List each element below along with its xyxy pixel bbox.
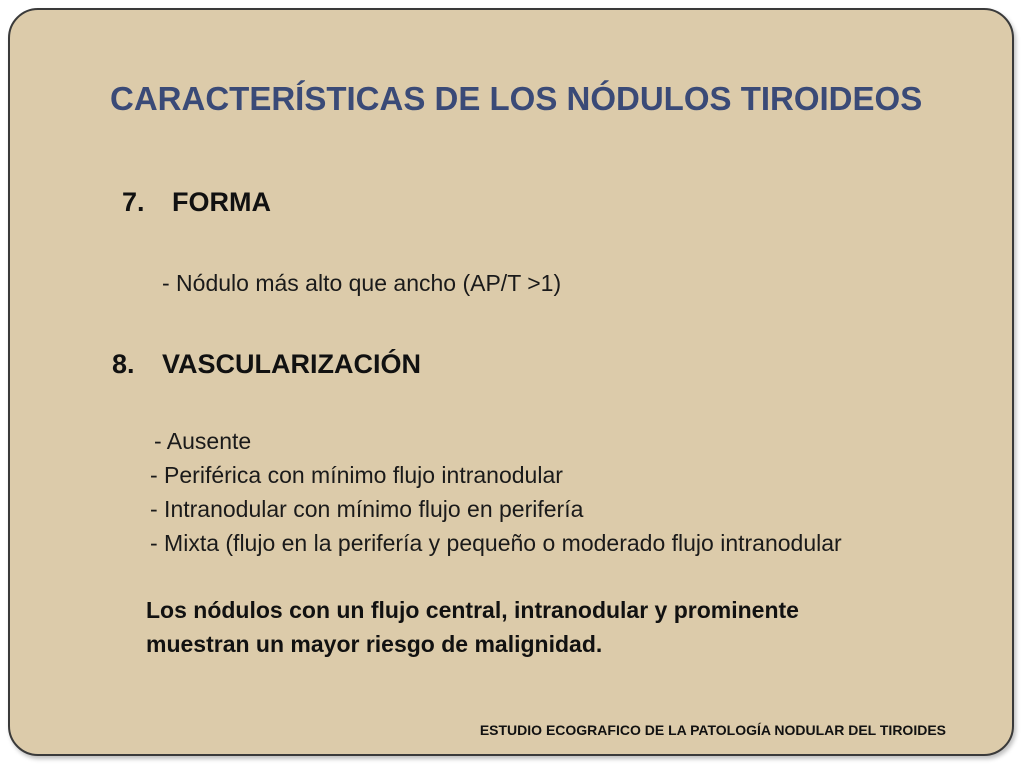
list-item: - Periférica con mínimo flujo intranodular [150,462,563,488]
list-item: - Ausente [154,428,252,454]
list-item: - Intranodular con mínimo flujo en perifería [150,496,584,522]
list-item: - Mixta (flujo en la perifería y pequeño o moderado flujo intranodular [150,530,842,556]
section-heading-vascularizacion [112,349,421,380]
forma-item: - Nódulo más alto que ancho (AP/T >1) [162,270,562,296]
conclusion-text: Los nódulos con un flujo central, intranodular y prominente muestran un mayor riesgo de malignidad. [146,597,799,657]
slide-title: CARACTERÍSTICAS DE LOS NÓDULOS TIROIDEOS [110,80,923,117]
section-heading-forma [122,187,271,218]
section-number: 7. [122,187,145,217]
section-number: 8. [112,349,135,379]
footer-text: ESTUDIO ECOGRAFICO DE LA PATOLOGÍA NODULAR DEL TIROIDES [479,722,946,738]
vascularizacion-list [150,424,842,560]
section-title: VASCULARIZACIÓN [162,349,421,379]
section-title: FORMA [172,187,271,217]
slide-panel [8,8,1014,756]
